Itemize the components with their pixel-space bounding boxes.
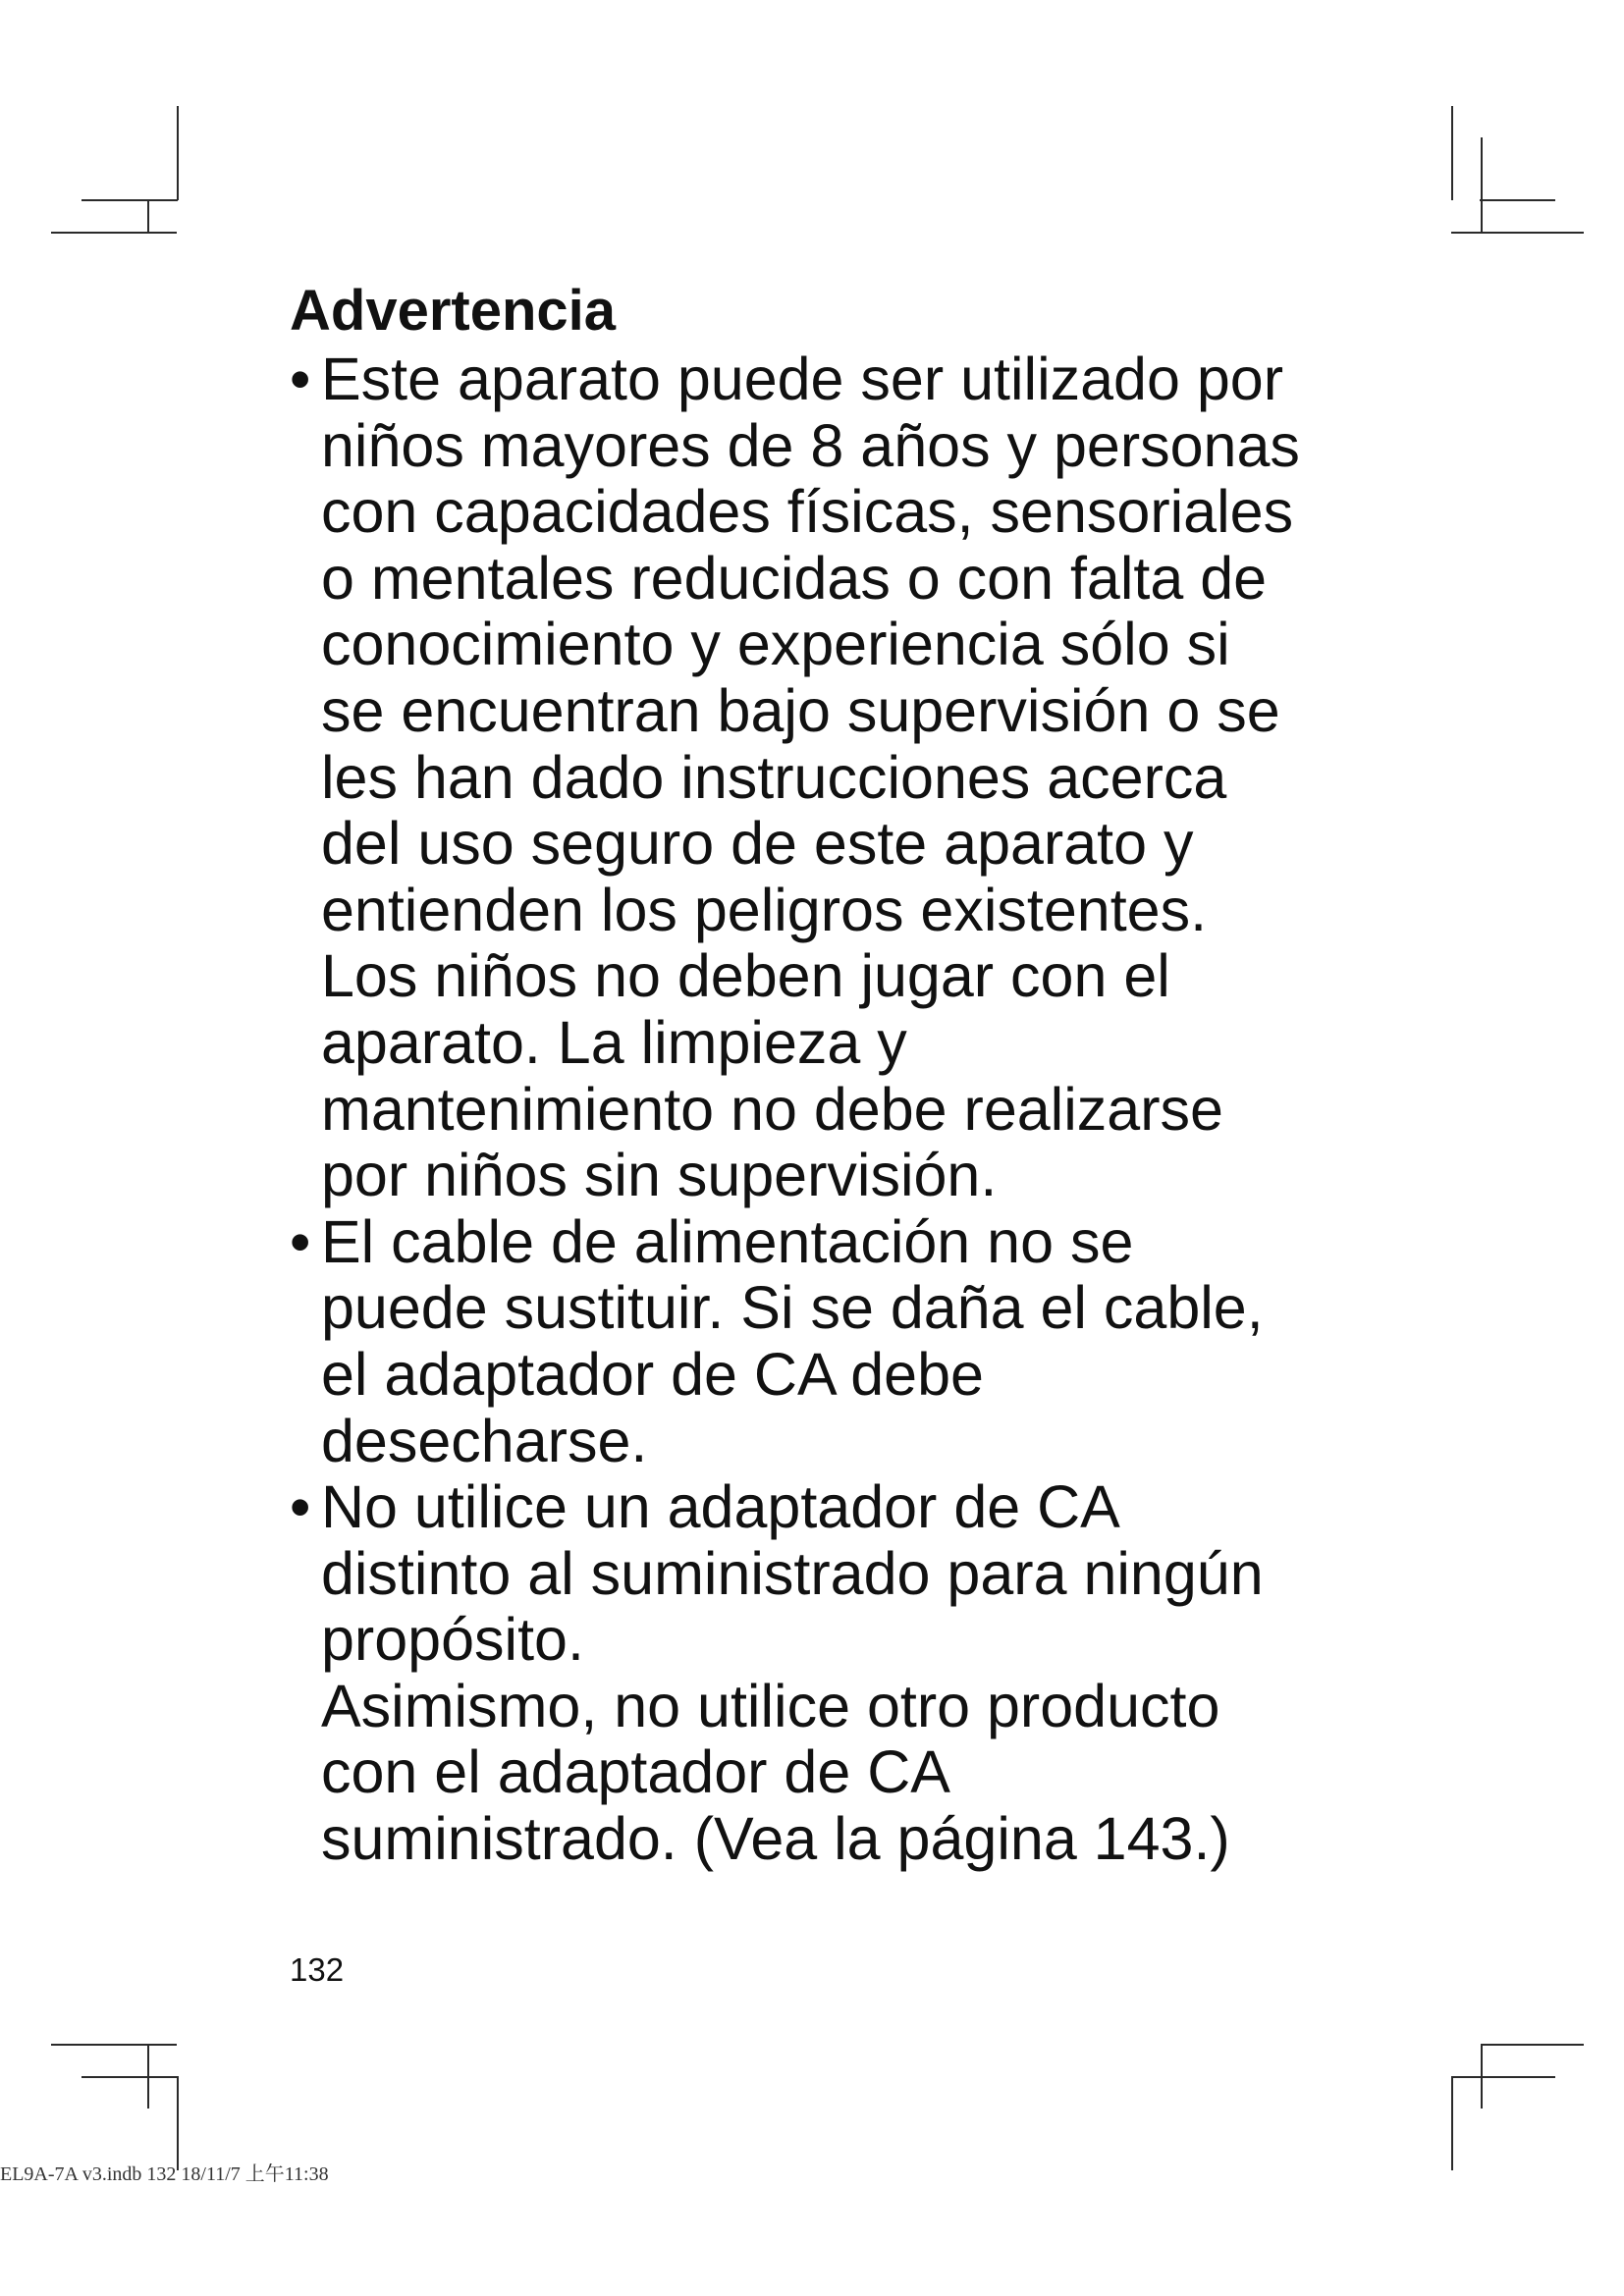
text-line: Asimismo, no utilice otro producto [321, 1672, 1220, 1739]
text-line: El cable de alimentación no se [321, 1207, 1134, 1275]
text-line: el adaptador de CA debe [321, 1340, 984, 1408]
text-line: con capacidades físicas, sensoriales [321, 478, 1294, 546]
text-line: puede sustituir. Si se daña el cable, [321, 1274, 1264, 1342]
text-line: Este aparato puede ser utilizado por [321, 346, 1284, 412]
page-number: 132 [290, 1951, 345, 1988]
text-line: conocimiento y experiencia sólo si [321, 611, 1230, 678]
text-line: se encuentran bajo supervisión o se [321, 676, 1280, 744]
text-line: o mentales reducidas o con falta de [321, 544, 1268, 612]
text-line: niños mayores de 8 años y personas [321, 411, 1300, 479]
text-line: desecharse. [321, 1407, 648, 1474]
text-line: aparato. La limpieza y [321, 1008, 907, 1076]
bullet-item-power-cable [290, 1209, 1389, 1474]
text-line: Los niños no deben jugar con el [321, 942, 1170, 1010]
text-line: mantenimiento no debe realizarse [321, 1075, 1223, 1143]
text-line: distinto al suministrado para ningún [321, 1539, 1264, 1607]
warning-section [290, 278, 1389, 1873]
text-line: por niños sin supervisión. [321, 1142, 998, 1209]
text-line: les han dado instrucciones acerca [321, 743, 1227, 811]
bullet-item-ac-adapter [290, 1474, 1389, 1873]
bullet-dot: • [290, 346, 311, 412]
bullet-dot: • [290, 1207, 311, 1275]
bullet-item-children-supervision [290, 347, 1389, 1209]
text-line: del uso seguro de este aparato y [321, 810, 1194, 878]
text-line: con el adaptador de CA [321, 1738, 950, 1806]
text-line: entienden los peligros existentes. [321, 876, 1208, 943]
bullet-dot: • [290, 1473, 311, 1541]
section-heading: Advertencia [290, 279, 617, 343]
text-line: suministrado. (Vea la página 143.) [321, 1805, 1230, 1873]
text-line: propósito. [321, 1606, 584, 1674]
print-slug: EL9A-7A v3.indb 132 18/11/7 上午11:38 [0, 2163, 329, 2185]
text-line: No utilice un adaptador de CA [321, 1473, 1120, 1541]
